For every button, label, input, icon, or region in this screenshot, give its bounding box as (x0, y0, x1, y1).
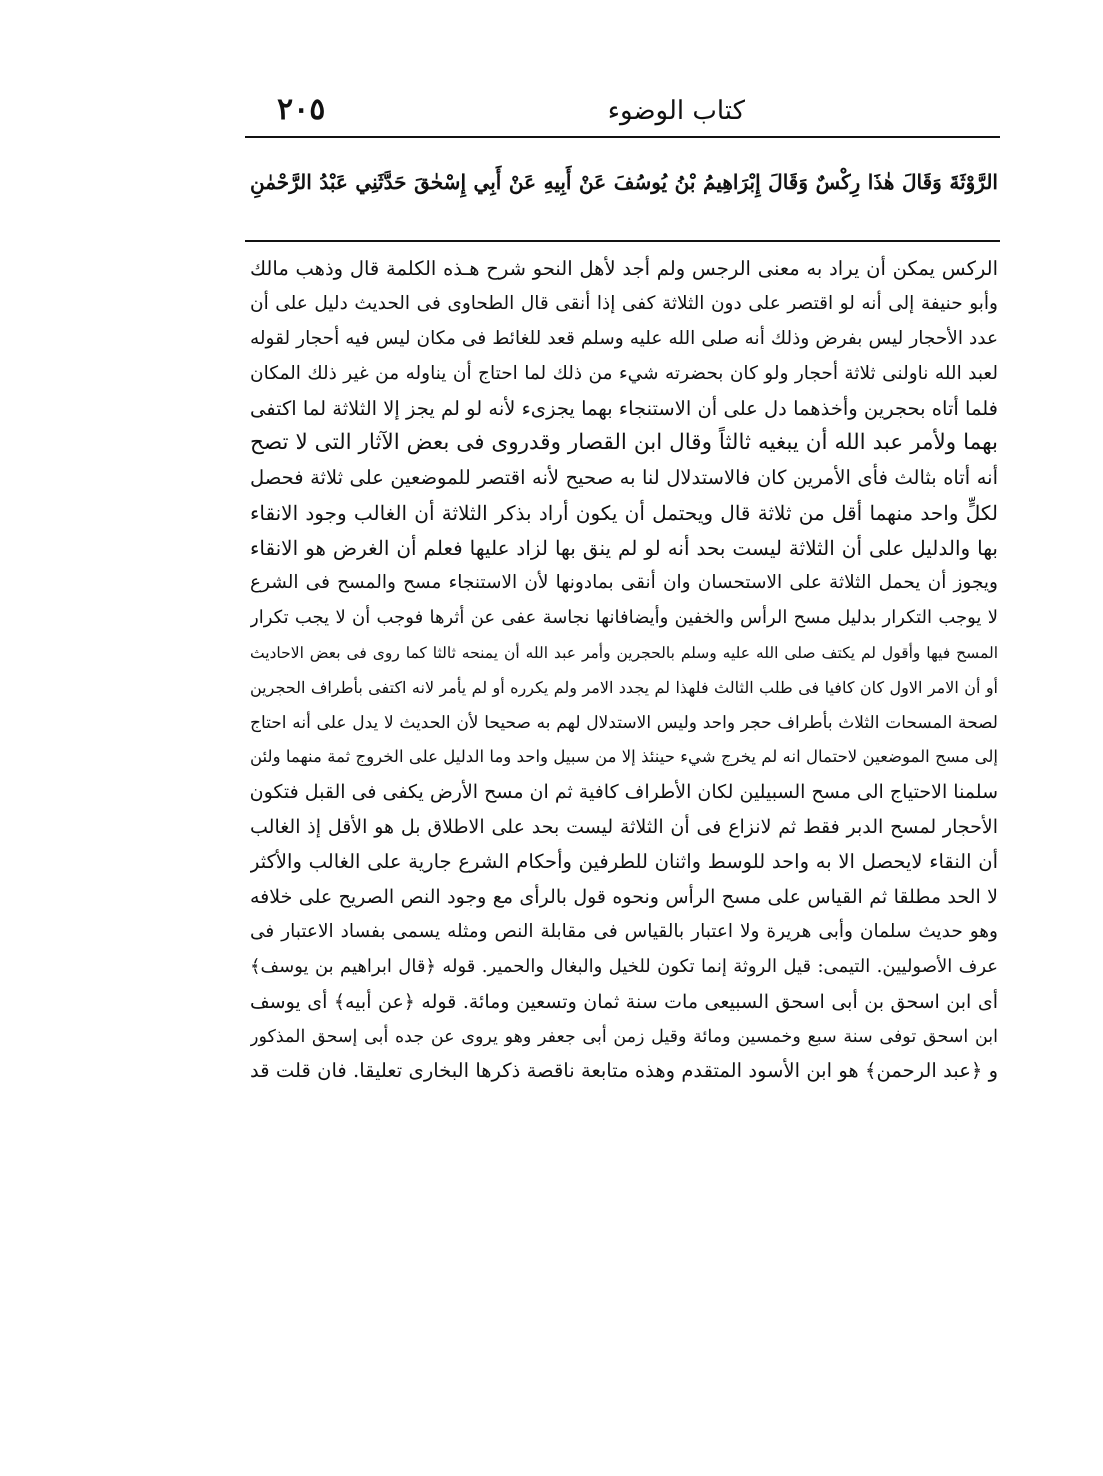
commentary-line: لا الحد مطلقا ثم القياس على مسح الرأس ونحوه قول بالرأى مع وجود النص الصريح على خلافه (250, 886, 998, 909)
commentary-line: إلى مسح الموضعين لاحتمال انه لم يخرج شيء حينئذ إلا من سبيل واحد وما الدليل على الخروج ثمة منهما ولئن (250, 747, 998, 767)
commentary-line: بهما ولأمر عبد الله أن يبغيه ثالثاً وقال ابن القصار وقدروى فى بعض الآثار التى لا تصح (250, 430, 998, 456)
commentary-line: عدد الأحجار ليس بفرض وذلك أنه صلى الله عليه وسلم قعد للغائط فى مكان ليس فيه أحجار لقوله (250, 327, 998, 349)
hadith-text: الرَّوْثَةَ وَقَالَ هٰذَا رِكْسٌ وَقَالَ إِبْرَاهِيمُ بْنُ يُوسُفَ عَنْ أَبِيهِ عَنْ أَبِي إِسْحٰقَ حَدَّثَنِي عَبْدُ الرَّحْمٰنِ (250, 170, 998, 194)
commentary-line: ابن اسحق توفى سنة سبع وخمسين ومائة وقيل زمن أبى جعفر وهو يروى عن جده أبى إسحق المذكور (250, 1026, 998, 1047)
commentary-line: لعبد الله ناولنى ثلاثة أحجار ولو كان بحضرته شيء من ذلك لما احتاج أن يناوله من غير ذلك المكان (250, 362, 998, 384)
commentary-line: الركس يمكن أن يراد به معنى الرجس ولم أجد لأهل النحو شرح هـذه الكلمة قال وذهب مالك (250, 257, 998, 280)
commentary-line: لصحة المسحات الثلاث بأطراف حجر واحد وليس الاستدلال لهم به صحيحا لأن الحديث لا يدل على أنه احتاج (250, 712, 998, 733)
commentary-line: فلما أتاه بحجرين وأخذهما دل على أن الاستنجاء بهما يجزىء لأنه لو لم يجز إلا الثلاثة لما اكتفى (250, 396, 998, 420)
header-divider (245, 136, 1000, 138)
commentary-line: سلمنا الاحتياج الى مسح السبيلين لكان الأطراف كافية ثم ان مسح الأرض يكفى فى القبل فتكون (250, 781, 998, 804)
commentary-line: ويجوز أن يحمل الثلاثة على الاستحسان وان أنقى بمادونها لأن الاستنجاء مسح والمسح فى الشرع (250, 572, 998, 594)
commentary-divider (245, 240, 1000, 242)
commentary-line: لكلٍّ واحد منهما أقل من ثلاثة قال ويحتمل أن يكون أراد بذكر الثلاثة أن الغالب وجود الانقاء (250, 501, 998, 526)
commentary-line: أو أن الامر الاول كان كافيا فى طلب الثالث فلهذا لم يجدد الامر ولم يكرره أو لم يأمر لانه اكتفى بأطراف الحجرين (250, 677, 998, 697)
commentary-line: الأحجار لمسح الدبر فقط ثم لانزاع فى أن الثلاثة ليست بحد على الاطلاق بل هو الأقل إذ الغالب (250, 816, 998, 839)
commentary-line: عرف الأصوليين. التيمى: قيل الروثة إنما تكون للخيل والبغال والحمير. قوله ﴿قال ابراهيم بن يوسف﴾ (250, 955, 998, 977)
commentary-line: المسح فيها وأقول لم يكتف صلى الله عليه وسلم بالحجرين وأمر عبد الله أن يمنحه ثالثا كما روى فى بعض الاحاديث (250, 643, 998, 662)
page-number: ٢٠٥ (277, 92, 326, 127)
commentary-line: بها والدليل على أن الثلاثة ليست بحد أنه لو لم ينق بها لزاد عليها فعلم أن الغرض هو الانقاء (250, 536, 998, 561)
commentary-line: أنه أتاه بثالث فأى الأمرين كان فالاستدلال لنا به صحيح لأنه اقتصر للموضعين على ثلاثة فحصل (250, 466, 998, 490)
running-header (255, 92, 1000, 134)
commentary-line: لا يوجب التكرار بدليل مسح الرأس والخفين وأيضافانها نجاسة عفى عن أثرها فوجب أن لا يجب تكرار (250, 606, 998, 628)
commentary-line: وهو حديث سلمان وأبى هريرة ولا اعتبار بالقياس فى مقابلة النص ومثله يسمى بفساد الاعتبار فى (250, 920, 998, 942)
commentary-line: و ﴿عبد الرحمن﴾ هو ابن الأسود المتقدم وهذه متابعة ناقصة ذكرها البخارى تعليقا. فان قلت قد (250, 1059, 998, 1083)
commentary-body (250, 252, 998, 1089)
commentary-line: أن النقاء لايحصل الا به واحد للوسط واثنان للطرفين وأحكام الشرع جارية على الغالب والأكثر (250, 850, 998, 874)
chapter-title: كتاب الوضوء (607, 96, 745, 126)
commentary-line: وأبو حنيفة إلى أنه لو اقتصر على دون الثلاثة كفى إذا أنقى قال الطحاوى فى الحديث دليل على أن (250, 292, 998, 314)
commentary-line: أى ابن اسحق بن أبى اسحق السبيعى مات سنة ثمان وتسعين ومائة. قوله ﴿عن أبيه﴾ أى يوسف (250, 990, 998, 1013)
